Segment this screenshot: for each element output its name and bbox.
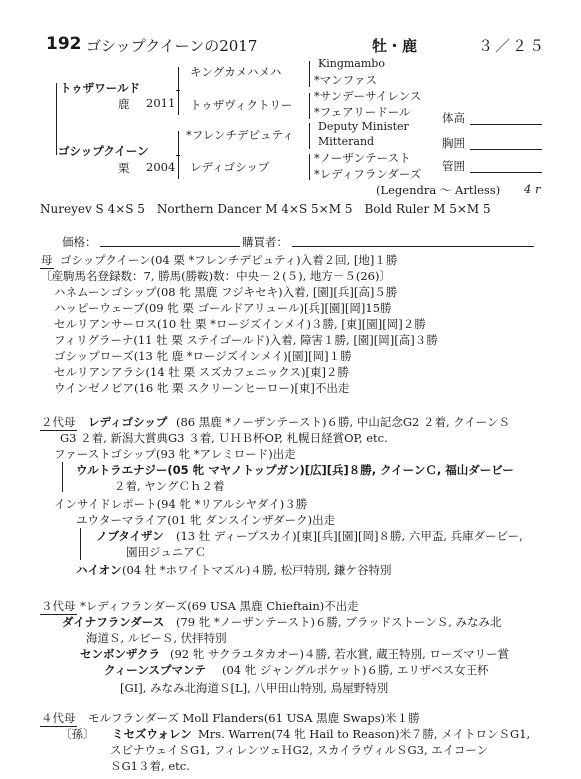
progeny-item: ゴシップローズ(13 牝 鹿 *ロージズインメイ)[園][岡]１勝 (54, 349, 352, 363)
buyer-field[interactable] (292, 246, 534, 247)
dam-name: ゴシップクイーン (58, 144, 149, 158)
page-title: ゴシップクイーンの2017 (86, 37, 258, 55)
dam-dam: レディゴシップ (190, 160, 270, 174)
progeny-record: (13 牡 ディープスカイ)[東][兵][園][岡]８勝, 六甲盃, 兵庫ダービー, (176, 529, 523, 543)
progeny-record: (92 牝 サクラユタカオー)４勝, 若水賞, 蔵王特別, ローズマリー賞 (170, 647, 510, 661)
progeny-item: セルリアンサーロス(10 牡 栗 *ロージズインメイ)３勝, [東][園][岡]２勝 (54, 317, 426, 331)
second-dam-tag: ２代母 (41, 415, 76, 429)
sire-name: トゥザワールド (60, 81, 140, 95)
progeny-name: ミセズウォレン (112, 727, 192, 741)
inbreeding: Nureyev S 4×S 5 Northern Dancer M 4×S 5×M 5 Bold Ruler M 5×M 5 (40, 202, 491, 216)
progeny-item: ハネムーンゴシップ(08 牝 黒鹿 フジキセキ)入着, [園][兵][高]５勝 (54, 285, 398, 299)
sire-dam-dam: *フェアリードール (314, 105, 411, 119)
progeny-record-cont: 海道Ｓ, ルビーＳ, 伏拝特別 (86, 631, 227, 645)
progeny-item: インサイドレポート(94 牝 *リアルシヤダイ)３勝 (54, 497, 308, 511)
sire-color: 鹿 (118, 97, 130, 111)
dam-color: 栗 (118, 161, 130, 175)
birth-date: ３／２５ (478, 37, 547, 55)
progeny-name: センボンザクラ (80, 647, 161, 661)
dam-tag: 母 (41, 253, 53, 267)
girth-label: 胸囲 (442, 136, 465, 150)
sire-sire: キングカメハメハ (190, 65, 282, 79)
progeny-item: ウインゼノビア(16 牝 栗 スクリーンヒーロー)[東]不出走 (54, 381, 350, 395)
progeny-record-cont: [GⅠ], みなみ北海道Ｓ[L], 八甲田山特別, 鳥屋野特別 (120, 681, 389, 695)
sex-color: 牡・鹿 (372, 37, 418, 55)
third-dam-line: *レディフランダーズ(69 USA 黒鹿 Chieftain)不出走 (80, 599, 359, 613)
family-line: (Legendra ～ Artless) (376, 183, 501, 197)
fourth-dam-tag: ４代母 (41, 711, 76, 725)
cannon-field[interactable] (470, 172, 542, 173)
dam-dam-sire: *ノーザンテースト (314, 151, 411, 165)
progeny-item: ハッピーウェーブ(09 牝 栗 ゴールドアリュール)[兵][園][岡]15勝 (54, 301, 392, 315)
progeny-item: セルリアンアラシ(14 牡 栗 スズカフェニックス)[東]２勝 (54, 365, 349, 379)
dam-line: ゴシップクイーン(04 栗 *フレンチデピュティ)入着２回, [地]１勝 (60, 253, 398, 267)
sire-sire-sire: Kingmambo (318, 57, 385, 70)
sire-year: 2011 (146, 96, 176, 110)
progeny-item-cont: ２着, ヤングＣｈ２着 (114, 479, 225, 493)
progeny-name: ハイオン (76, 563, 122, 577)
progeny-record-cont: ＳG1３着, etc. (110, 759, 190, 773)
sire-sire-dam: *マンファス (314, 73, 378, 87)
lot-number: 192 (46, 34, 82, 54)
buyer-label: 購買者： (242, 235, 288, 249)
progeny-name: ノブタイザン (96, 529, 164, 543)
progeny-record-cont: 園田ジュニアＣ (126, 545, 207, 559)
fourth-dam-line: モルフランダーズ Moll Flanders(61 USA 黒鹿 Swaps)米１勝 (88, 711, 420, 725)
cannon-label: 管囲 (442, 159, 465, 173)
grandchild-label: 〔孫〕 (60, 727, 95, 741)
girth-field[interactable] (470, 149, 542, 150)
price-field[interactable] (100, 246, 240, 247)
sire-dam-sire: *サンデーサイレンス (314, 89, 422, 103)
progeny-record: (79 牝 *ノーザンテースト)６勝, ブラッドストーンＳ, みなみ北 (176, 615, 502, 629)
progeny-name: クィーンスプマンテ (104, 663, 207, 677)
dam-sire-dam: Mitterand (318, 135, 375, 148)
second-dam-name: レディゴシップ (88, 415, 168, 429)
progeny-item: ユウターマライア(01 牝 ダンスインザダーク)出走 (76, 513, 336, 527)
family-number: 4 r (524, 182, 541, 196)
progeny-item: ウルトラエナジー(05 牝 マヤノトップガン)[広][兵]８勝, クイーンＣ, 福山ダービー (76, 463, 514, 477)
progeny-name: ダイナフランダース (62, 615, 165, 629)
height-label: 体高 (442, 111, 465, 125)
progeny-record: Mrs. Warren(74 牝 Hail to Reason)米７勝, メイトロンＳG1, (198, 727, 531, 741)
third-dam-tag: ３代母 (41, 599, 76, 613)
second-dam-record: (86 黒鹿 *ノーザンテースト)６勝, 中山記念G2 ２着, クイーンＳ (176, 415, 510, 429)
dam-sire-sire: Deputy Minister (318, 120, 409, 133)
second-dam-record-cont: G3 ２着, 新潟大賞典G3 ３着, ＵＨＢ杯OP, 札幌日経賞OP, etc. (60, 431, 388, 445)
height-field[interactable] (470, 124, 542, 125)
price-label: 価格： (62, 235, 97, 249)
progeny-record-cont: スピナウェイＳG1, フィレンツェＨG2, スカイラヴィルＳG3, エイコーン (110, 743, 489, 757)
dam-sire: *フレンチデピュティ (186, 128, 294, 142)
progeny-item: ファーストゴシップ(93 牝 *アレミロード)出走 (54, 447, 296, 461)
progeny-item: フィリグラーナ(11 牡 栗 ステイゴールド)入着, 障害１勝, [園][岡][高]３勝 (54, 333, 438, 347)
progeny-record: (04 牝 ジャングルポケット)６勝, エリザベス女王杯 (222, 663, 489, 677)
dam-progeny-summary: 〔産駒馬名登録数：7, 勝馬(勝鞍)数：中央－２(５), 地方－５(26)〕 (40, 269, 391, 283)
dam-year: 2004 (146, 160, 176, 174)
dam-dam-dam: *レディフランダーズ (314, 167, 422, 181)
sire-dam: トゥザヴィクトリー (190, 98, 293, 112)
progeny-record: (04 牡 *ホワイトマズル)４勝, 松戸特別, 鎌ケ谷特別 (122, 563, 392, 577)
